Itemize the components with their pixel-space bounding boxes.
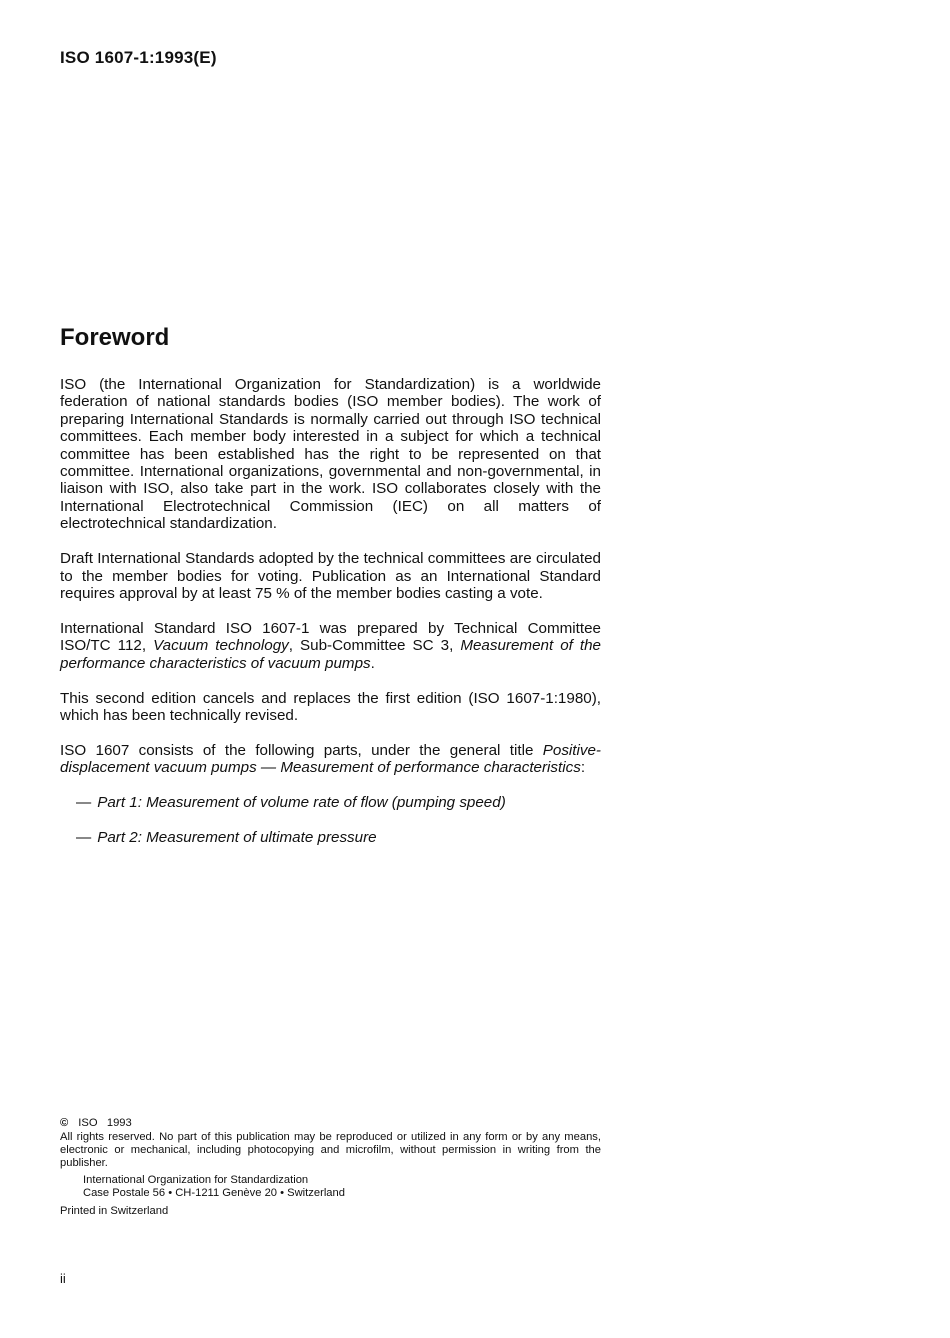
p3-text-e: . — [370, 654, 375, 672]
general-title: Positive-displacement vacuum pumps — Measurement of performance characteristics — [60, 741, 601, 777]
copyright-symbol: © — [60, 1117, 69, 1129]
p5-text-a: ISO 1607 consists of the following parts, under the general title — [60, 741, 543, 759]
document-id: ISO 1607-1:1993(E) — [60, 48, 217, 67]
foreword-paragraph-1: ISO (the International Organization for Standardization) is a worldwide federation of national standards bodies (ISO member bodies). The work of preparing International Standards is normally carried out through ISO technical committees. Each member body interested in a subject for which a technical committee has been established has the right to be represented on that committee. International organizations, governmental and non-governmental, in liaison with ISO, also take part in the work. ISO collaborates closely with the International Electrotechnical Commission (IEC) on all matters of electrotechnical standardization. — [60, 376, 601, 533]
dash-bullet: — — [76, 794, 92, 812]
dash-bullet: — — [76, 829, 92, 847]
publisher-address — [60, 1174, 601, 1200]
sc-title: Measurement of the performance characteristics of vacuum pumps — [60, 637, 601, 672]
list-item — [60, 794, 601, 811]
parts-list — [60, 794, 601, 846]
part-2-title: Part 2: Measurement of ultimate pressure — [97, 829, 377, 847]
p5-text-c: : — [580, 759, 586, 777]
foreword-body — [60, 376, 601, 864]
foreword-paragraph-5 — [60, 742, 601, 777]
part-1-title: Part 1: Measurement of volume rate of flow (pumping speed) — [97, 794, 506, 812]
foreword-paragraph-3 — [60, 620, 601, 672]
foreword-paragraph-2: Draft International Standards adopted by the technical committees are circulated to the member bodies for voting. Publication as an International Standard requires approval by at least 75 % of the member bodies casting a vote. — [60, 550, 601, 602]
publisher-name: International Organization for Standardization — [83, 1174, 309, 1186]
copyright-block — [60, 1117, 601, 1218]
rights-notice: All rights reserved. No part of this publication may be reproduced or utilized in any form or by any means, electronic or mechanical, including photocopying and microfilm, without permission in writing from the publisher. — [60, 1131, 601, 1169]
copyright-owner-year: ISO 1993 — [78, 1117, 132, 1129]
p3-text-c: , Sub-Committee SC 3, — [288, 637, 461, 655]
foreword-paragraph-4: This second edition cancels and replaces the first edition (ISO 1607-1:1980), which has been technically revised. — [60, 689, 601, 724]
list-item — [60, 829, 601, 846]
copyright-line — [60, 1117, 601, 1130]
foreword-heading: Foreword — [60, 324, 170, 351]
publisher-postal: Case Postale 56 • CH-1211 Genève 20 • Switzerland — [83, 1187, 345, 1199]
tc-title: Vacuum technology — [153, 637, 289, 655]
page-number: ii — [60, 1271, 66, 1286]
p3-text-a: International Standard ISO 1607-1 was prepared by Technical Committee ISO/TC 112, — [60, 619, 601, 655]
printed-in: Printed in Switzerland — [60, 1205, 169, 1217]
